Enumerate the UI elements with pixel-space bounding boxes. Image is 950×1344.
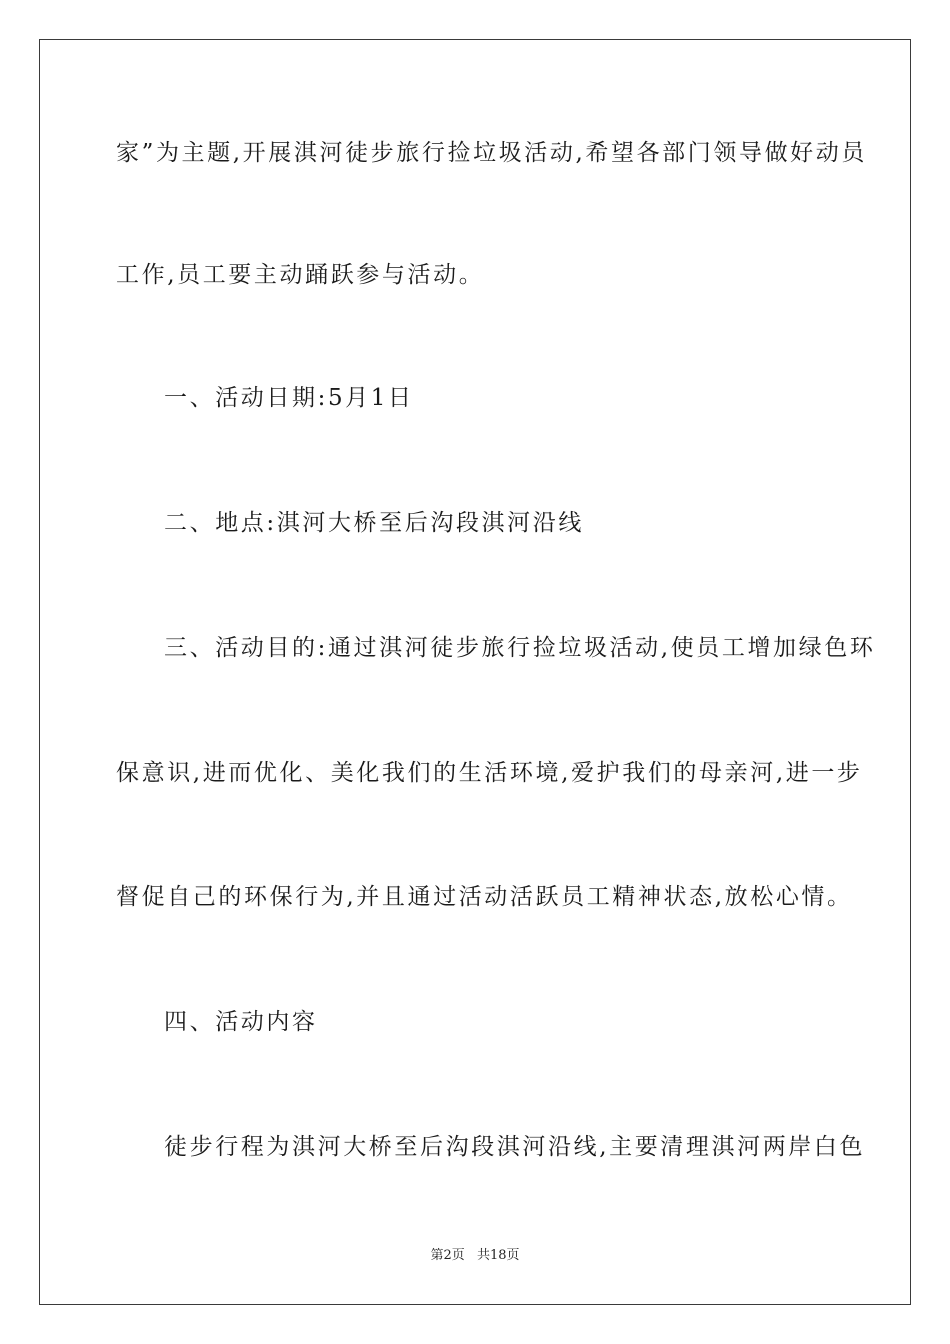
paragraph-line: 徒步行程为淇河大桥至后沟段淇河沿线,主要清理淇河两岸白色 (164, 1134, 866, 1160)
page-total: 共18页 (476, 1248, 520, 1263)
section-heading-location: 二、地点:淇河大桥至后沟段淇河沿线 (164, 510, 584, 536)
paragraph-line: 督促自己的环保行为,并且通过活动活跃员工精神状态,放松心情。 (116, 884, 853, 910)
page-footer (0, 1247, 950, 1265)
page-border (39, 39, 911, 1305)
paragraph-line: 工作,员工要主动踊跃参与活动。 (116, 262, 485, 288)
paragraph-line: 家”为主题,开展淇河徒步旅行捡垃圾活动,希望各部门领导做好动员 (116, 140, 867, 166)
page-number: 第2页 (430, 1248, 465, 1263)
paragraph-line: 保意识,进而优化、美化我们的生活环境,爱护我们的母亲河,进一步 (116, 760, 863, 786)
section-heading-purpose: 三、活动目的:通过淇河徒步旅行捡垃圾活动,使员工增加绿色环 (164, 635, 876, 661)
section-heading-content: 四、活动内容 (164, 1009, 318, 1035)
section-heading-date: 一、活动日期:5月1日 (164, 385, 414, 411)
